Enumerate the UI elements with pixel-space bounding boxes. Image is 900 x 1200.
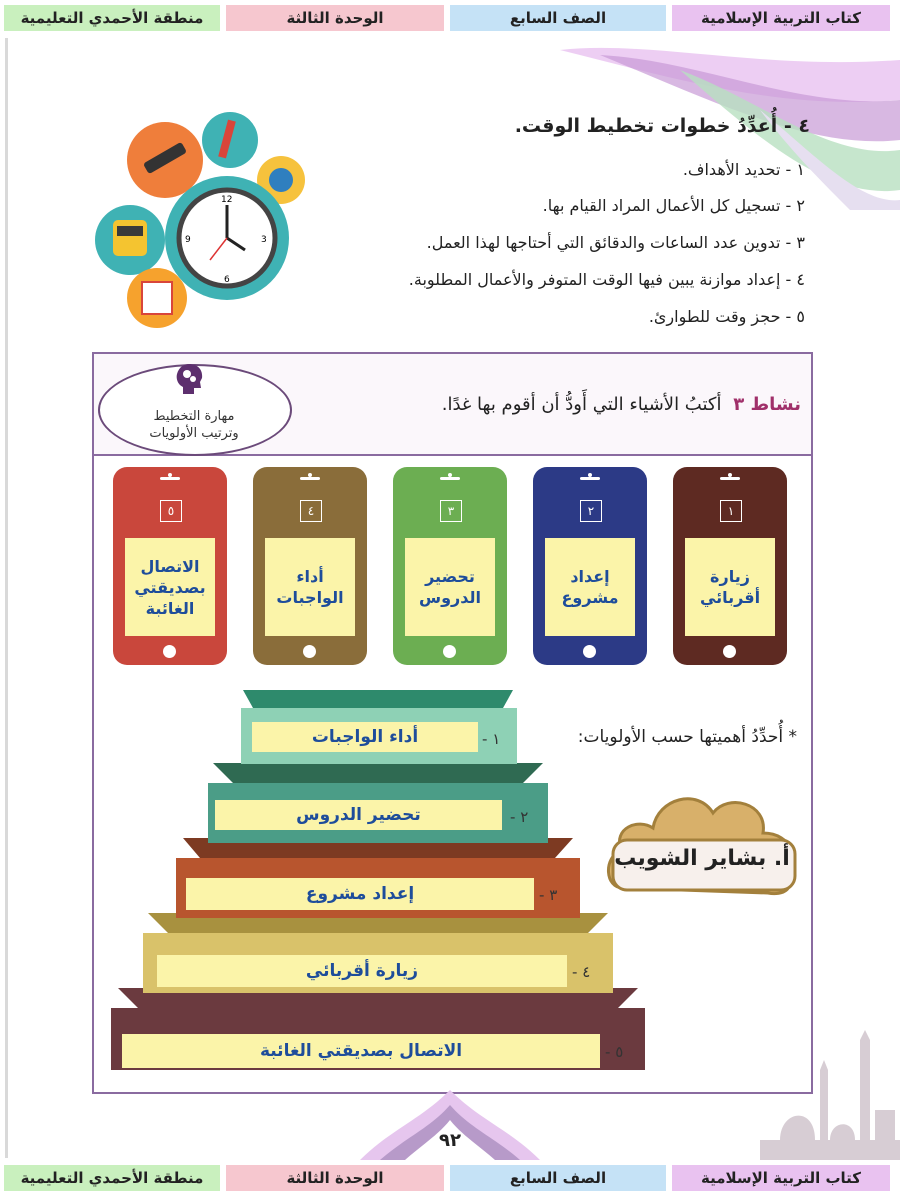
home-button-icon (303, 645, 316, 658)
phone-card (393, 467, 507, 665)
phone-text: زيارة أقربائي (685, 538, 775, 636)
phone-card (533, 467, 647, 665)
header-bar (0, 5, 900, 35)
phone-number: ٢ (580, 500, 602, 522)
priority-field-3: إعداد مشروع (186, 878, 534, 910)
header-grade: الصف السابع (450, 5, 666, 31)
phone-card (253, 467, 367, 665)
phone-text: تحضير الدروس (405, 538, 495, 636)
activity-instruction (442, 394, 801, 415)
priority-num-3: ٣ - (539, 886, 558, 904)
header-book: كتاب التربية الإسلامية (672, 5, 890, 31)
header-unit: الوحدة الثالثة (226, 5, 444, 31)
svg-text:6: 6 (224, 275, 230, 285)
phone-number: ٣ (440, 500, 462, 522)
footer-bar (0, 1165, 900, 1195)
home-button-icon (723, 645, 736, 658)
phone-text: أداء الواجبات (265, 538, 355, 636)
phone-number: ١ (720, 500, 742, 522)
phone-text: إعداد مشروع (545, 538, 635, 636)
footer-unit: الوحدة الثالثة (226, 1165, 444, 1191)
svg-text:3: 3 (261, 235, 267, 245)
skill-line-1: مهارة التخطيط (153, 409, 235, 424)
question-step: ٣ - تدوين عدد الساعات والدقائق التي أحتاجها لهذا العمل. (426, 233, 805, 252)
mosque-silhouette-icon (760, 1030, 900, 1160)
brain-gears-icon (174, 362, 204, 396)
skill-label (134, 408, 254, 442)
home-button-icon (583, 645, 596, 658)
priority-field-2: تحضير الدروس (215, 800, 502, 830)
activity-text: أكتبُ الأشياء التي أَودُّ أن أقوم بها غدًا. (441, 394, 722, 415)
priority-num-4: ٤ - (572, 963, 591, 981)
priority-num-2: ٢ - (510, 808, 529, 826)
svg-text:9: 9 (185, 235, 191, 245)
footer-book: كتاب التربية الإسلامية (672, 1165, 890, 1191)
footer-region: منطقة الأحمدي التعليمية (4, 1165, 220, 1191)
phone-card (673, 467, 787, 665)
skill-line-2: وترتيب الأولويات (149, 426, 239, 441)
priority-field-5: الاتصال بصديقتي الغائبة (122, 1034, 600, 1068)
page-number: ٩٢ (439, 1130, 461, 1151)
activity-number: نشاط ٣ (733, 394, 801, 415)
priority-field-4: زيارة أقربائي (157, 955, 567, 987)
question-step: ٤ - إعداد موازنة يبين فيها الوقت المتوفر والأعمال المطلوبة. (408, 270, 805, 289)
activity-header (94, 354, 811, 456)
priorities-label: * أُحدِّدُ أهميتها حسب الأولويات: (577, 727, 797, 747)
svg-text:12: 12 (221, 195, 233, 205)
phone-text: الاتصال بصديقتي الغائبة (125, 538, 215, 636)
question-title: ٤ - أُعدِّدُ خطوات تخطيط الوقت. (514, 115, 810, 137)
priority-num-1: ١ - (482, 730, 501, 748)
phone-card (113, 467, 227, 665)
priority-field-1: أداء الواجبات (252, 722, 478, 752)
priority-num-5: ٥ - (605, 1043, 624, 1061)
phone-number: ٥ (160, 500, 182, 522)
cloud-badge-icon (603, 778, 803, 898)
question-step: ٥ - حجز وقت للطوارئ. (648, 307, 805, 326)
clock-tools-icon (95, 110, 320, 330)
header-region: منطقة الأحمدي التعليمية (4, 5, 220, 31)
teacher-name: أ. بشاير الشويب (614, 846, 790, 871)
question-step: ١ - تحديد الأهداف. (682, 160, 805, 179)
footer-grade: الصف السابع (450, 1165, 666, 1191)
home-button-icon (443, 645, 456, 658)
home-button-icon (163, 645, 176, 658)
phone-number: ٤ (300, 500, 322, 522)
question-step: ٢ - تسجيل كل الأعمال المراد القيام بها. (542, 196, 805, 215)
page-left-border (5, 38, 8, 1158)
